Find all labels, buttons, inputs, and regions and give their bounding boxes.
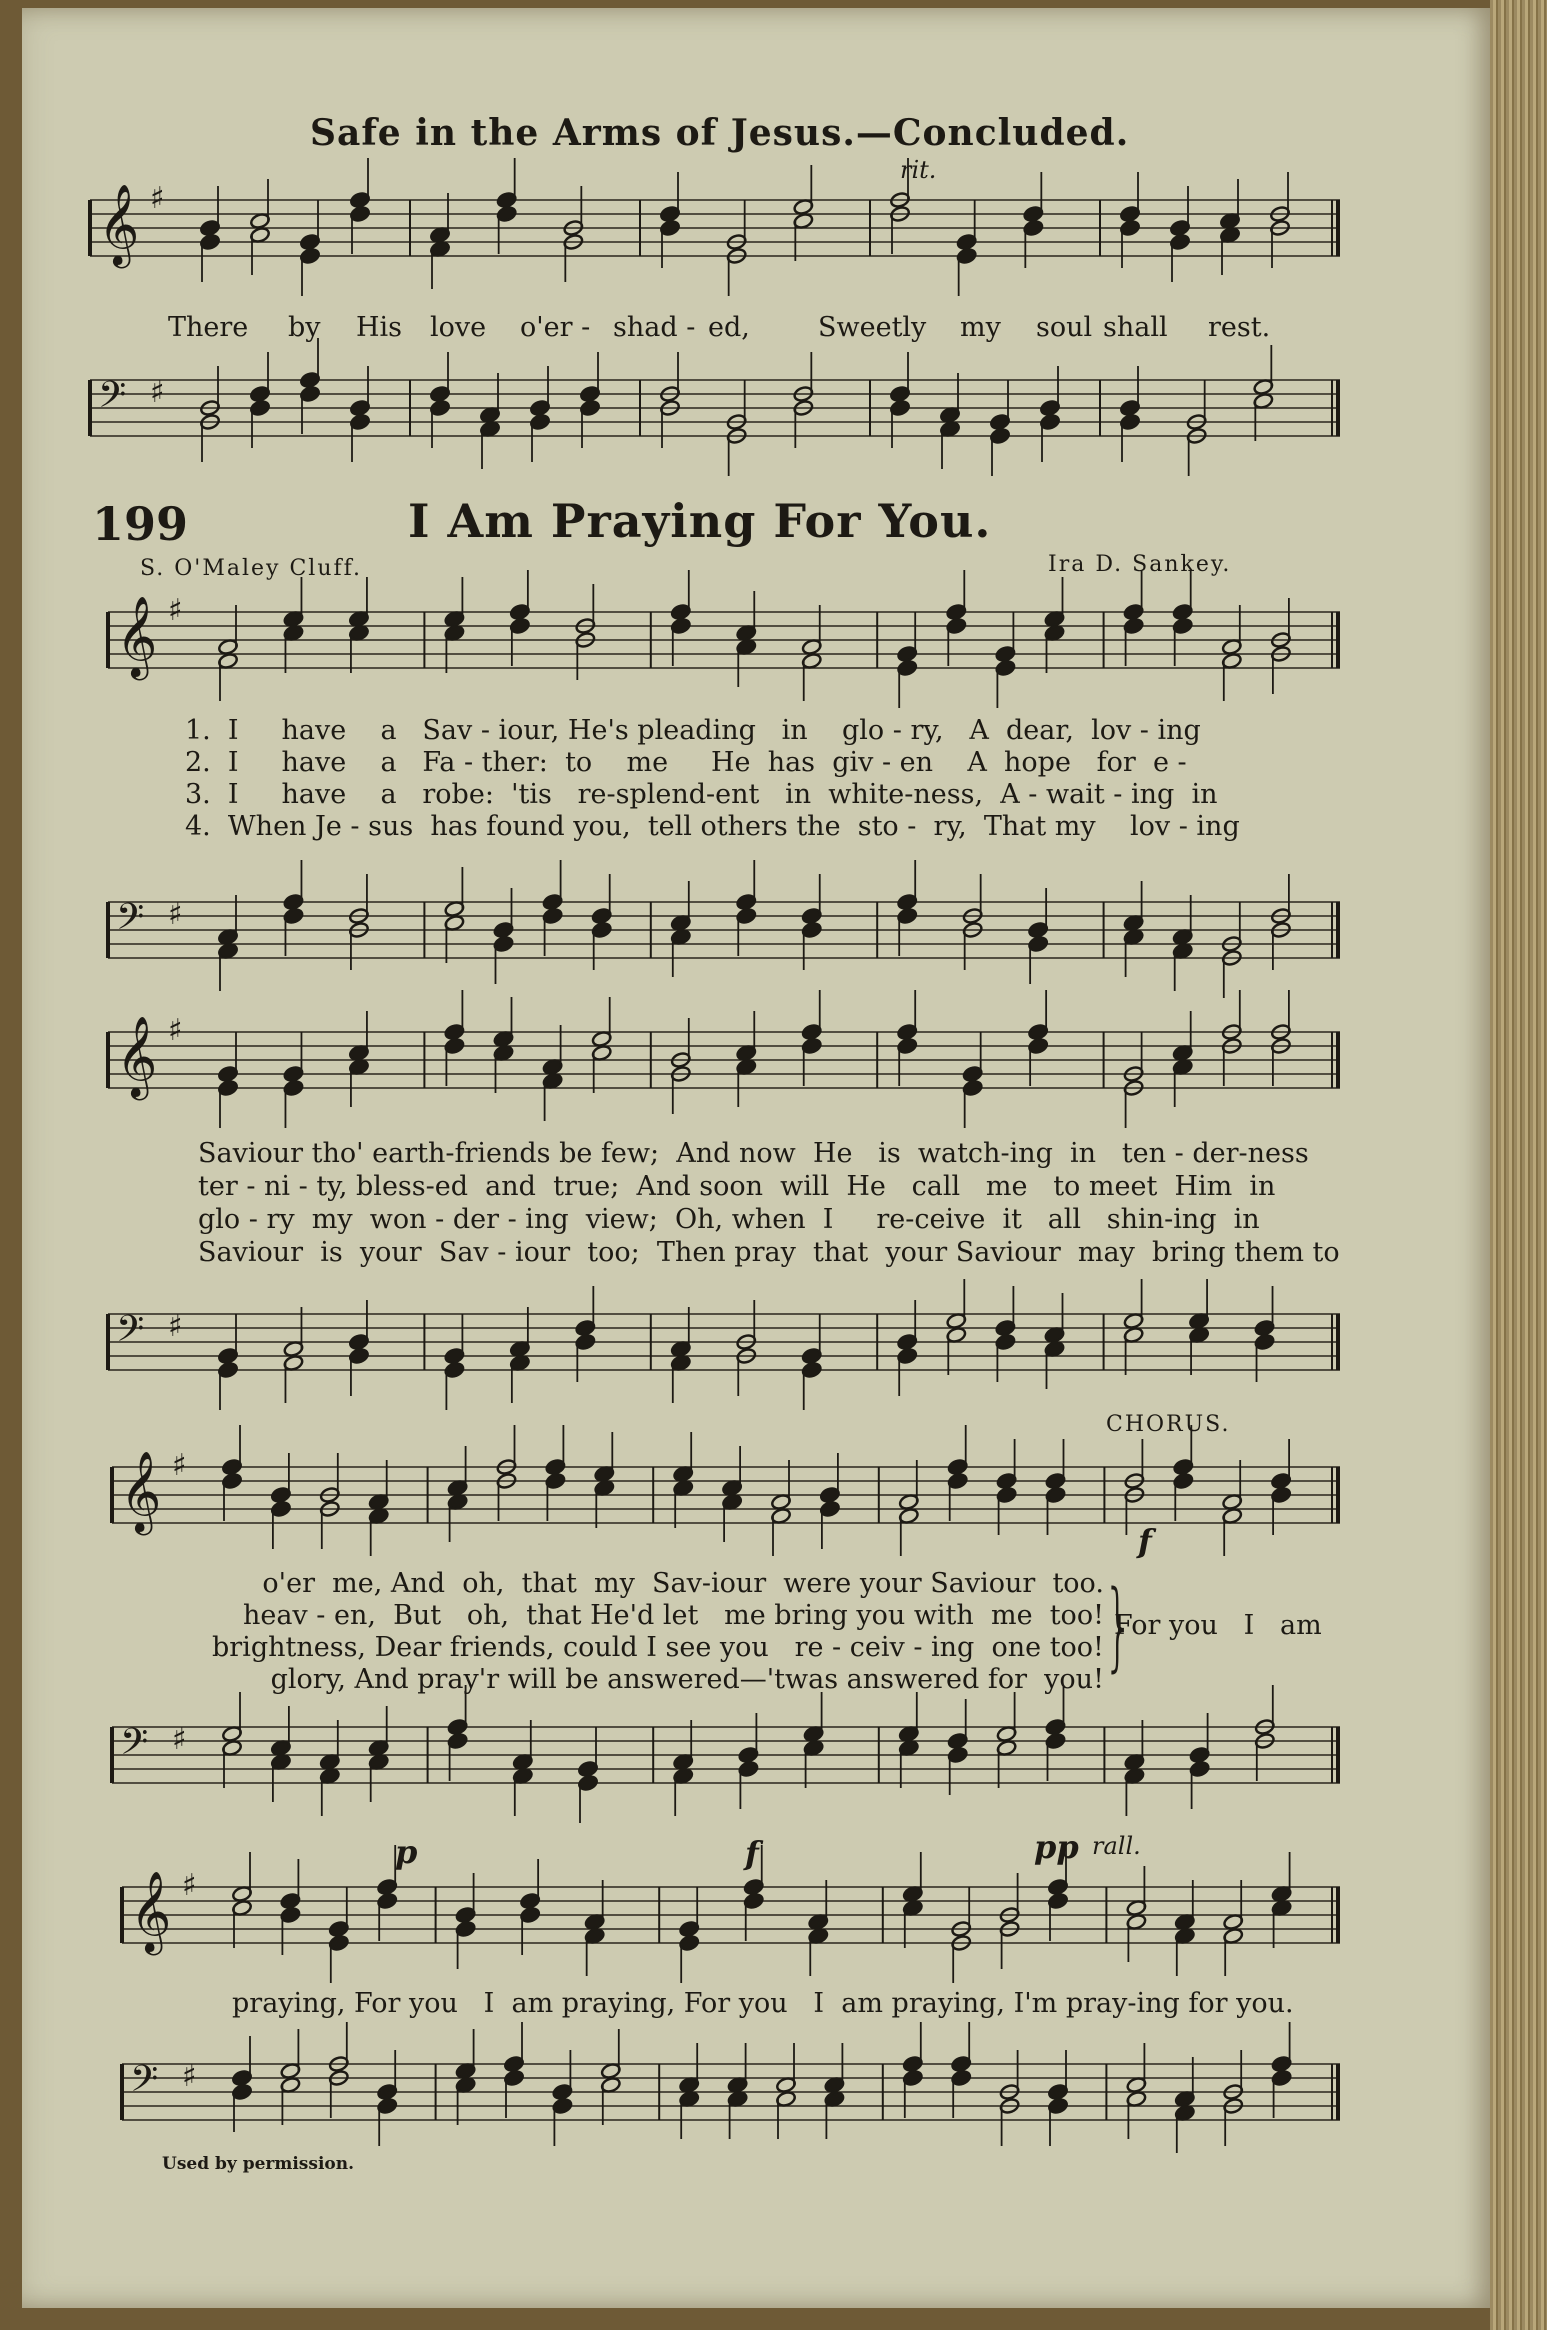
lyric-word: rest.	[1208, 312, 1271, 343]
music-credit: Ira D. Sankey.	[1048, 552, 1232, 577]
verse-4-line: glory, And pray'r will be answered—'twas answered for you!	[270, 1664, 1104, 1695]
system1-treble-staff	[108, 593, 1340, 690]
verse-1-line: o'er me, And oh, that my Sav-iour were your Saviour too.	[262, 1568, 1104, 1599]
note-head	[670, 1307, 691, 1403]
note-head	[368, 1460, 389, 1556]
key-signature-sharp-icon: ♯	[168, 1013, 183, 1048]
system3-treble-staff	[112, 1448, 1340, 1545]
note-head	[670, 881, 691, 977]
key-signature-sharp-icon: ♯	[182, 2059, 197, 2094]
note-head	[824, 2043, 845, 2139]
lyric-word: love	[430, 312, 487, 343]
verse-3-line: glo - ry my won - der - ing view; Oh, when I re-ceive it all shin-ing in	[198, 1204, 1260, 1235]
lyric-word: shall	[1103, 312, 1168, 343]
key-signature-sharp-icon: ♯	[172, 1448, 187, 1483]
words-credit: S. O'Maley Cluff.	[140, 556, 363, 581]
verse-2-line: ter - ni - ty, bless-ed and true; And soon will He call me to meet Him in	[198, 1171, 1276, 1202]
bass-clef-icon: 𝄢	[130, 2058, 159, 2109]
note-head	[736, 591, 757, 687]
system2-lyrics	[198, 1137, 1340, 1269]
verse-4-line: Saviour is your Sav - iour too; Then pray that your Saviour may bring them to	[198, 1237, 1340, 1268]
key-signature-sharp-icon: ♯	[168, 593, 183, 628]
chorus-side-lyric: For you I am	[1114, 1610, 1322, 1641]
note-head	[801, 605, 822, 701]
rall-mark: rall.	[1092, 1832, 1141, 1860]
bass-clef-icon: 𝄢	[120, 1721, 149, 1772]
system4-treble-staff	[122, 1868, 1340, 1965]
system2-bass-staff	[108, 1302, 1340, 1392]
note-head	[1123, 881, 1144, 977]
lyric-word: my	[960, 312, 1001, 343]
note-head	[512, 1720, 533, 1816]
note-head	[1174, 2057, 1195, 2153]
verse-1-line: Saviour tho' earth-friends be few; And now He is watch-ing in ten - der-ness	[198, 1138, 1309, 1169]
note-head	[283, 1307, 304, 1403]
note-head	[1221, 605, 1242, 701]
verse-2-line: heav - en, But oh, that He'd let me bring you with me too!	[242, 1600, 1104, 1631]
note-head	[722, 1446, 743, 1542]
dynamic-forte-1: f	[1138, 1522, 1152, 1560]
note-head	[808, 1880, 829, 1976]
rit-mark: rit.	[900, 156, 937, 184]
system4-lyric: praying, For you I am praying, For you I am praying, I'm pray-ing for you.	[232, 1988, 1294, 2019]
verse-4-line: 4. When Je - sus has found you, tell others the sto - ry, That my lov - ing	[185, 811, 1240, 842]
note-head	[939, 373, 960, 469]
verse-2-line: 2. I have a Fa - ther: to me He has giv - en A hope for e -	[185, 747, 1187, 778]
note-head	[542, 1025, 563, 1121]
key-signature-sharp-icon: ♯	[150, 181, 165, 216]
lyric-word: soul	[1036, 312, 1093, 343]
note-head	[1126, 1866, 1147, 1962]
note-head	[1126, 2043, 1147, 2139]
dynamic-piano: p	[395, 1833, 418, 1871]
top-lyric-row	[168, 312, 1288, 348]
note-head	[249, 179, 270, 275]
note-head	[1223, 1880, 1244, 1976]
book-edge	[1490, 0, 1547, 2330]
key-signature-sharp-icon: ♯	[182, 1868, 197, 1903]
note-head	[348, 1011, 369, 1107]
note-head	[727, 2043, 748, 2139]
verse-1-line: 1. I have a Sav - iour, He's pleading in glo - ry, A dear, lov - ing	[185, 715, 1201, 746]
footer-permission: Used by permission.	[162, 2154, 355, 2174]
key-signature-sharp-icon: ♯	[168, 1309, 183, 1344]
bass-clef-icon: 𝄢	[116, 1308, 145, 1359]
system4-bass-staff	[122, 2052, 1340, 2142]
hymn-title: I Am Praying For You.	[408, 494, 992, 548]
key-signature-sharp-icon: ♯	[150, 375, 165, 410]
system3-bass-staff	[112, 1715, 1340, 1805]
note-head	[447, 1446, 468, 1542]
hymn-number: 199	[92, 497, 189, 551]
continued-title: Safe in the Arms of Jesus.—Concluded.	[310, 112, 1130, 154]
dynamic-pianissimo: pp	[1034, 1828, 1079, 1866]
note-head	[736, 1011, 757, 1107]
treble-clef-icon: 𝄞	[116, 1015, 158, 1097]
treble-clef-icon: 𝄞	[120, 1450, 162, 1532]
lyric-word: by	[288, 312, 321, 343]
note-head	[1124, 1720, 1145, 1816]
note-head	[217, 895, 238, 991]
note-head	[1219, 179, 1240, 275]
system1-lyrics	[185, 715, 1240, 843]
key-signature-sharp-icon: ♯	[172, 1722, 187, 1757]
bass-clef-icon: 𝄢	[98, 374, 127, 425]
note-head	[1044, 1293, 1065, 1389]
lyric-brace: }	[1103, 1570, 1134, 1682]
lyric-word: There	[168, 312, 249, 343]
note-head	[1174, 1880, 1195, 1976]
dynamic-forte-2: f	[745, 1834, 759, 1872]
note-head	[270, 1706, 291, 1802]
treble-clef-icon: 𝄞	[116, 595, 158, 677]
lyric-word: Sweetly	[818, 312, 927, 343]
key-signature-sharp-icon: ♯	[168, 897, 183, 932]
note-head	[368, 1706, 389, 1802]
bass-clef-icon: 𝄢	[116, 896, 145, 947]
note-head	[319, 1720, 340, 1816]
note-head	[479, 373, 500, 469]
note-head	[1172, 895, 1193, 991]
top-treble-staff	[90, 181, 1340, 278]
lyric-word: His	[356, 312, 403, 343]
treble-clef-icon: 𝄞	[130, 1870, 172, 1952]
note-head	[673, 1720, 694, 1816]
chorus-label: CHORUS.	[1106, 1412, 1231, 1437]
system1-bass-staff	[108, 890, 1340, 980]
note-head	[775, 2043, 796, 2139]
top-bass-staff	[90, 368, 1340, 458]
system3-lyrics	[212, 1568, 1104, 1696]
note-head	[1172, 1011, 1193, 1107]
lyric-word: o'er -	[520, 312, 591, 343]
note-head	[584, 1880, 605, 1976]
lyric-word: shad -	[613, 312, 696, 343]
lyric-word: ed,	[708, 312, 750, 343]
note-head	[770, 1460, 791, 1556]
note-head	[509, 1307, 530, 1403]
treble-clef-icon: 𝄞	[98, 183, 140, 265]
note-head	[1222, 1460, 1243, 1556]
note-head	[429, 193, 450, 289]
note-head	[679, 2043, 700, 2139]
note-head	[217, 605, 238, 701]
verse-3-line: brightness, Dear friends, could I see you re - ceiv - ing one too!	[212, 1632, 1104, 1663]
note-head	[898, 1460, 919, 1556]
system2-treble-staff	[108, 1013, 1340, 1110]
verse-3-line: 3. I have a robe: 'tis re-splend-ent in white-ness, A - wait - ing in	[185, 779, 1218, 810]
